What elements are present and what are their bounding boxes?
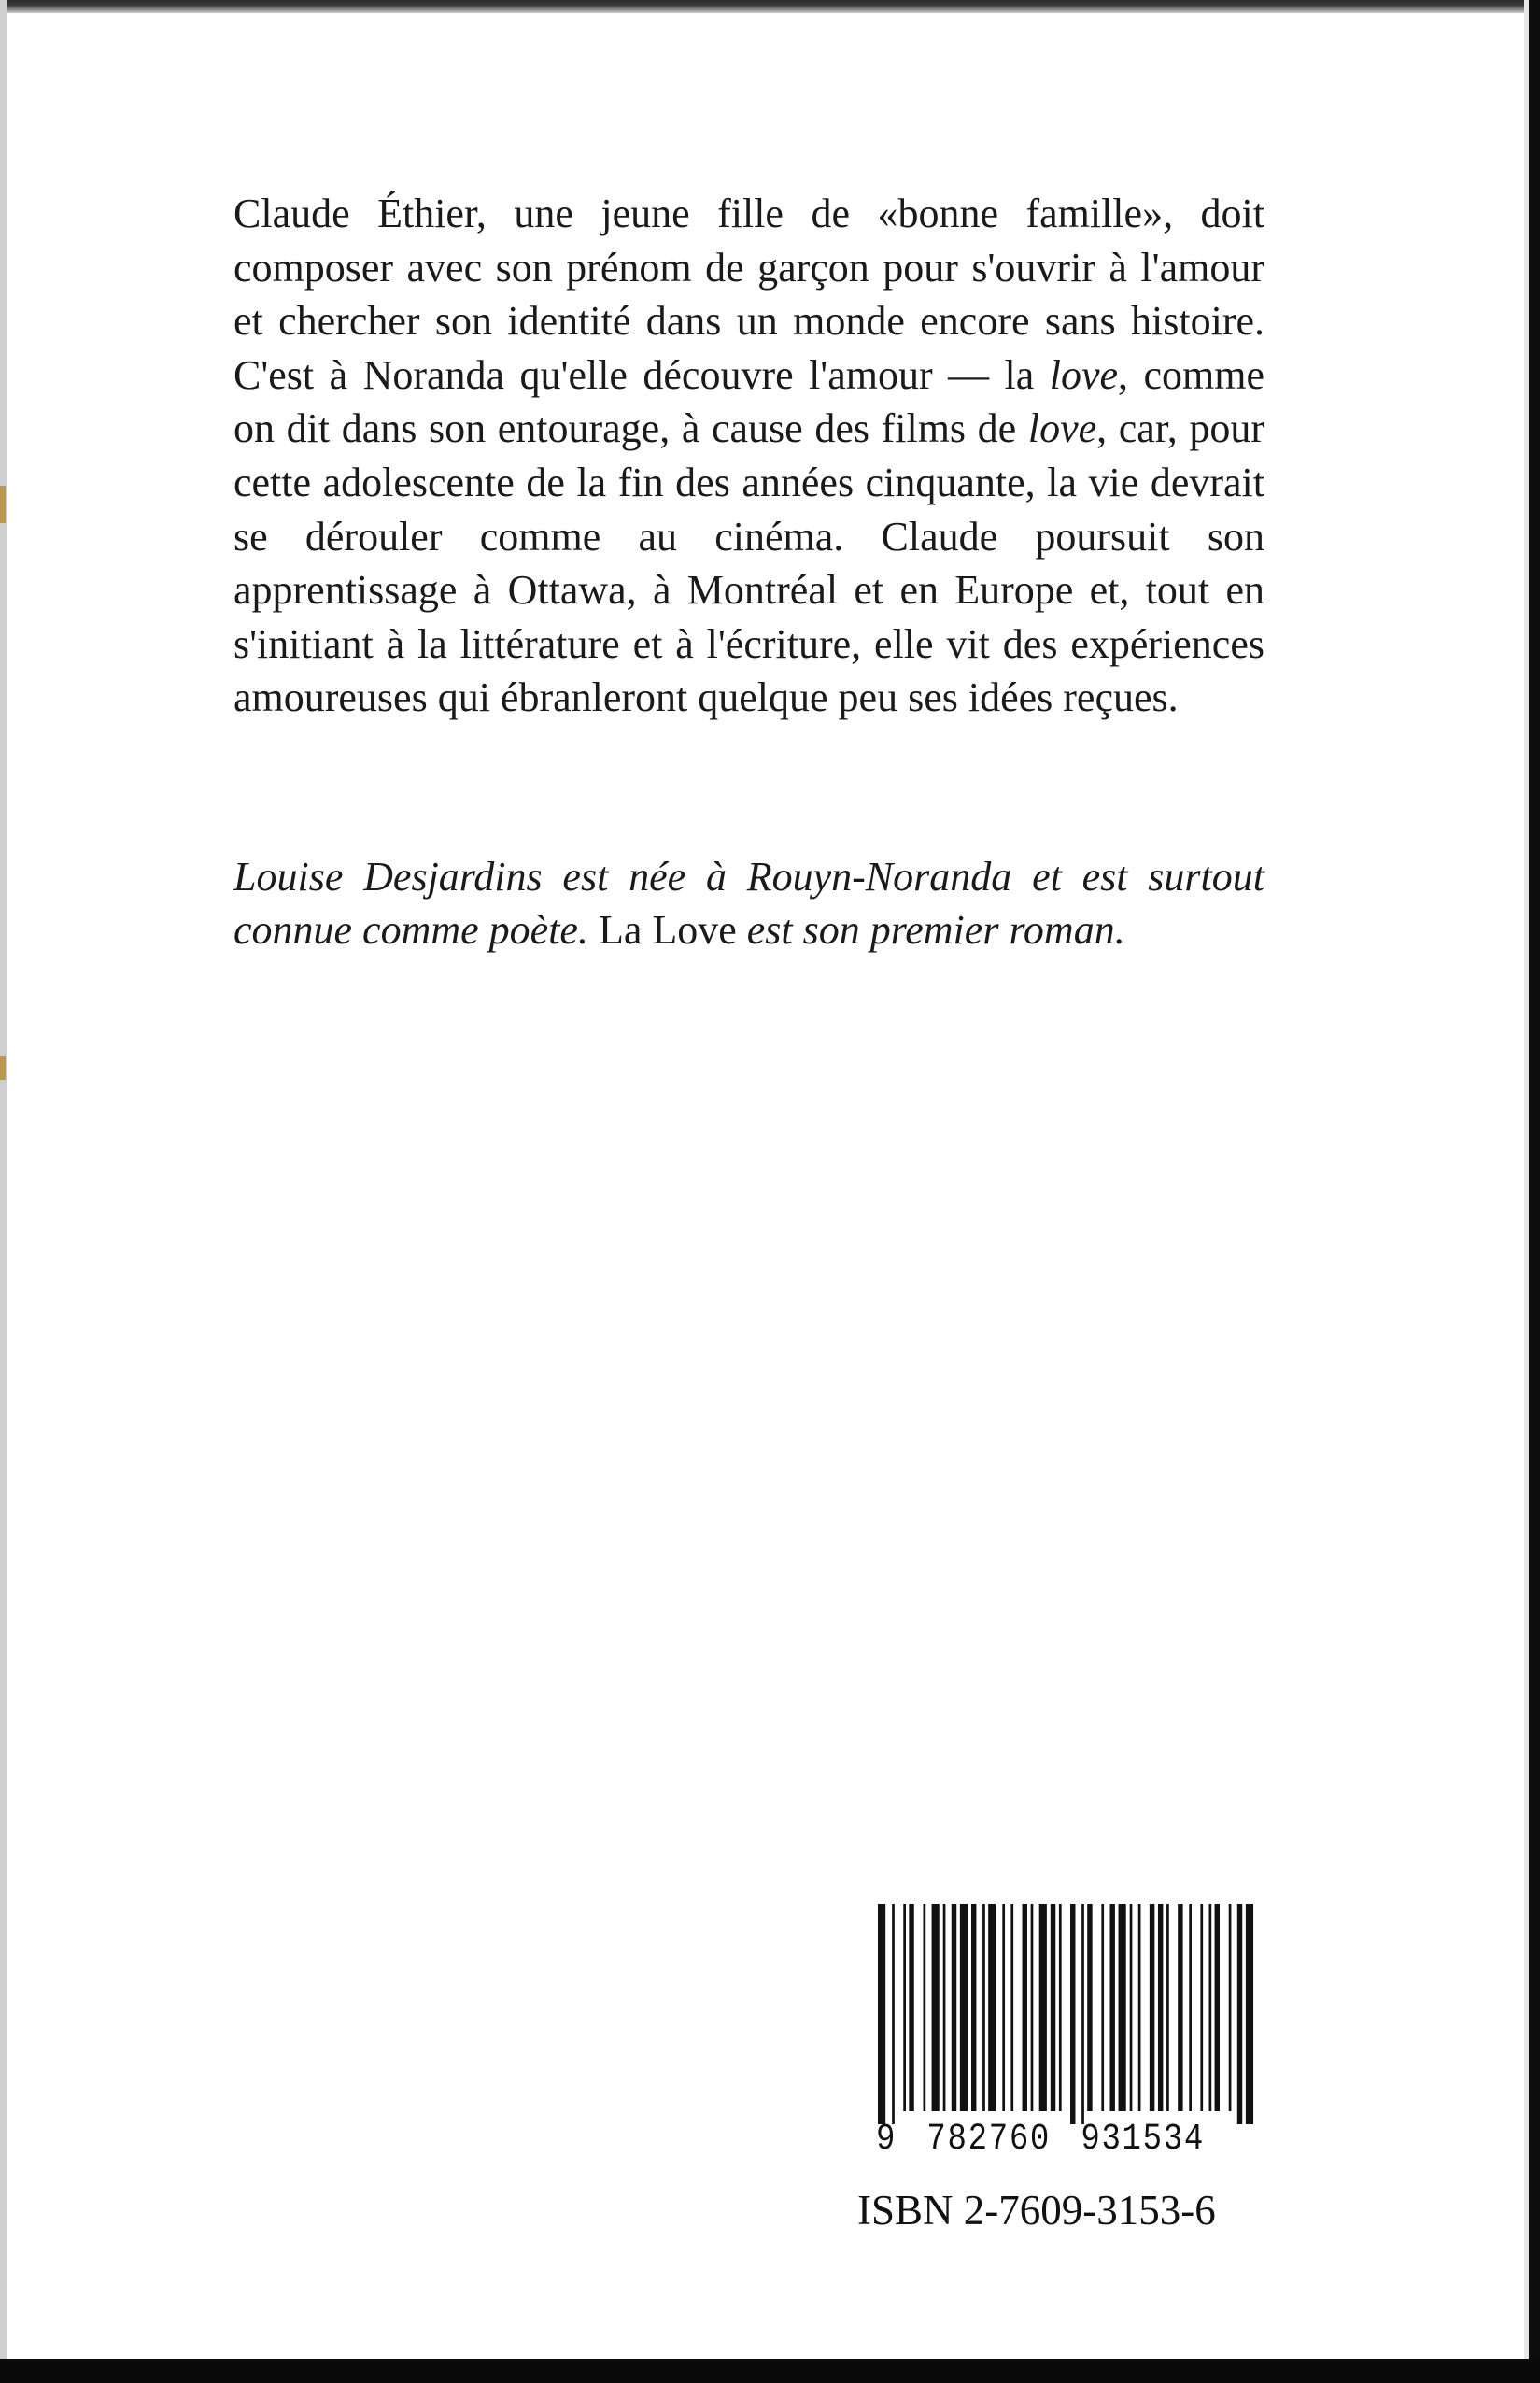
barcode-digit-lead: 9 xyxy=(876,2118,897,2161)
right-page-edge xyxy=(1529,0,1540,2383)
barcode-bar xyxy=(1059,1904,1062,2111)
barcode-bar xyxy=(892,1904,895,2124)
barcode-bar xyxy=(1051,1904,1055,2111)
barcode-bar xyxy=(971,1904,976,2111)
back-cover-blurb xyxy=(233,187,1264,725)
barcode-bar xyxy=(1200,1904,1203,2111)
barcode-bar xyxy=(1109,1904,1114,2111)
barcode-bar xyxy=(960,1904,968,2111)
author-bio xyxy=(233,850,1264,957)
barcode-bar xyxy=(1023,1904,1027,2111)
barcode-bar xyxy=(1070,1904,1075,2124)
barcode-bar xyxy=(1215,1904,1220,2111)
left-page-edge xyxy=(0,0,7,2383)
barcode-bar xyxy=(1130,1904,1133,2111)
top-edge-shadow xyxy=(0,0,1540,13)
left-edge-mark xyxy=(0,486,6,523)
barcode-bar xyxy=(1138,1904,1141,2111)
barcode-bar xyxy=(932,1904,940,2111)
barcode-bar xyxy=(1178,1904,1182,2111)
blurb-text-3: , car, pour cette adolescente de la fin des années cinquante, la vie devrait se dérouler comme au cinéma. Claude poursuit son apprentissage à Ottawa, à Montréal et en Europe et, tout en s'initiant à la littérature et à l'écriture, elle vit des expériences amoureuses qui ébranleront quelque peu ses idées reçues. xyxy=(233,405,1264,721)
barcode-bar xyxy=(1010,1904,1013,2111)
barcode-bar xyxy=(1189,1904,1192,2111)
barcode-bar xyxy=(903,1904,906,2111)
book-title: La Love xyxy=(598,907,737,953)
barcode-bar xyxy=(1208,1904,1211,2111)
left-edge-mark xyxy=(0,1056,6,1080)
barcode-bar xyxy=(1087,1904,1092,2111)
barcode-digit-group-1: 782760 xyxy=(926,2118,1052,2161)
barcode-digits xyxy=(876,2116,1203,2163)
barcode-bar xyxy=(943,1904,946,2111)
barcode-bar xyxy=(1002,1904,1005,2111)
bottom-page-edge xyxy=(0,2359,1540,2383)
barcode-bar xyxy=(1081,1904,1084,2124)
barcode-bar xyxy=(982,1904,985,2111)
barcode-bar xyxy=(1119,1904,1126,2111)
barcode-bar xyxy=(878,1904,885,2124)
isbn-number: ISBN 2-7609-3153-6 xyxy=(857,2187,1216,2234)
blurb-love-word: love xyxy=(1027,405,1097,452)
barcode-bar xyxy=(1229,1904,1232,2111)
barcode-digit-group-2: 931534 xyxy=(1081,2118,1205,2161)
barcode-bar xyxy=(1166,1904,1169,2111)
barcode-bar xyxy=(1031,1904,1034,2111)
bio-text-1: Louise Desjardins est née à Rouyn-Noranda et est surtout connue comme poète. xyxy=(233,854,1264,953)
barcode-bar xyxy=(1246,1904,1253,2124)
barcode-bar xyxy=(952,1904,956,2111)
barcode-bar xyxy=(1237,1904,1242,2124)
barcode-bar xyxy=(988,1904,996,2111)
barcode-bar xyxy=(1101,1904,1104,2111)
blurb-text-1: Claude Éthier, une jeune fille de «bonne famille», doit composer avec son prénom de garçon pour s'ouvrir à l'amour et chercher son identité dans un monde encore sans histoire. C'est à Noranda qu'elle découvre l'amour — la xyxy=(233,191,1264,398)
barcode-bar xyxy=(1039,1904,1047,2111)
bio-text-2: est son premier roman. xyxy=(736,907,1125,953)
blurb-love-word: love xyxy=(1049,351,1119,398)
barcode-bar xyxy=(1158,1904,1163,2111)
barcode-bar xyxy=(923,1904,925,2111)
blurb-text-2: , comme on dit dans son entourage, à cause des films de xyxy=(233,351,1265,452)
barcode-bar xyxy=(1150,1904,1154,2111)
isbn-barcode xyxy=(878,1904,1257,2124)
barcode-bar xyxy=(909,1904,913,2111)
